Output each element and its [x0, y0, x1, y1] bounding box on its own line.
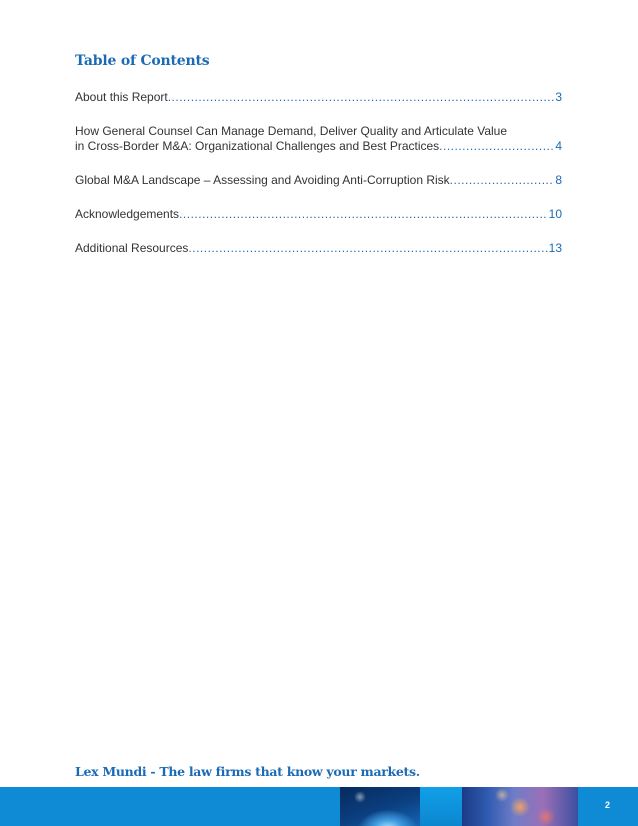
- toc-entry-label: Acknowledgements: [75, 207, 180, 221]
- toc-entry-page: 3: [555, 90, 562, 104]
- footer-band: [0, 787, 638, 826]
- dot-leader: [188, 241, 547, 256]
- toc-list: [75, 90, 562, 275]
- globe-image: [340, 787, 420, 826]
- toc-entry-label: About this Report: [75, 90, 168, 104]
- toc-entry-page: 8: [555, 173, 562, 187]
- toc-entry-additional-resources[interactable]: [75, 241, 562, 256]
- footer-tagline: Lex Mundi - The law firms that know your markets.: [75, 764, 420, 779]
- dot-leader: [439, 139, 554, 154]
- toc-entry-label: Global M&A Landscape – Assessing and Avoiding Anti-Corruption Risk: [75, 173, 450, 187]
- toc-entry-label-line-1: How General Counsel Can Manage Demand, Deliver Quality and Articulate Value: [75, 124, 508, 138]
- toc-line: [75, 207, 562, 222]
- dot-leader: [179, 207, 548, 222]
- toc-entry-page: 4: [555, 139, 562, 153]
- dot-leader: [168, 90, 555, 105]
- page-number: 2: [604, 800, 610, 810]
- toc-line: [75, 90, 562, 105]
- toc-entry-label: Additional Resources: [75, 241, 189, 255]
- toc-entry-page: 13: [548, 241, 562, 255]
- toc-entry-general-counsel[interactable]: [75, 124, 562, 154]
- toc-entry-acknowledgements[interactable]: [75, 207, 562, 222]
- dot-leader: [450, 173, 555, 188]
- toc-line: [75, 173, 562, 188]
- toc-entry-about[interactable]: [75, 90, 562, 105]
- toc-line: [75, 241, 562, 256]
- sky-image: [420, 787, 462, 826]
- toc-entry-page: 10: [548, 207, 562, 221]
- toc-entry-label-line-2: in Cross-Border M&A: Organizational Challenges and Best Practices: [75, 139, 440, 153]
- toc-title: Table of Contents: [75, 53, 210, 69]
- city-lights-image: [462, 787, 578, 826]
- toc-line: [75, 139, 562, 154]
- toc-entry-global-ma[interactable]: [75, 173, 562, 188]
